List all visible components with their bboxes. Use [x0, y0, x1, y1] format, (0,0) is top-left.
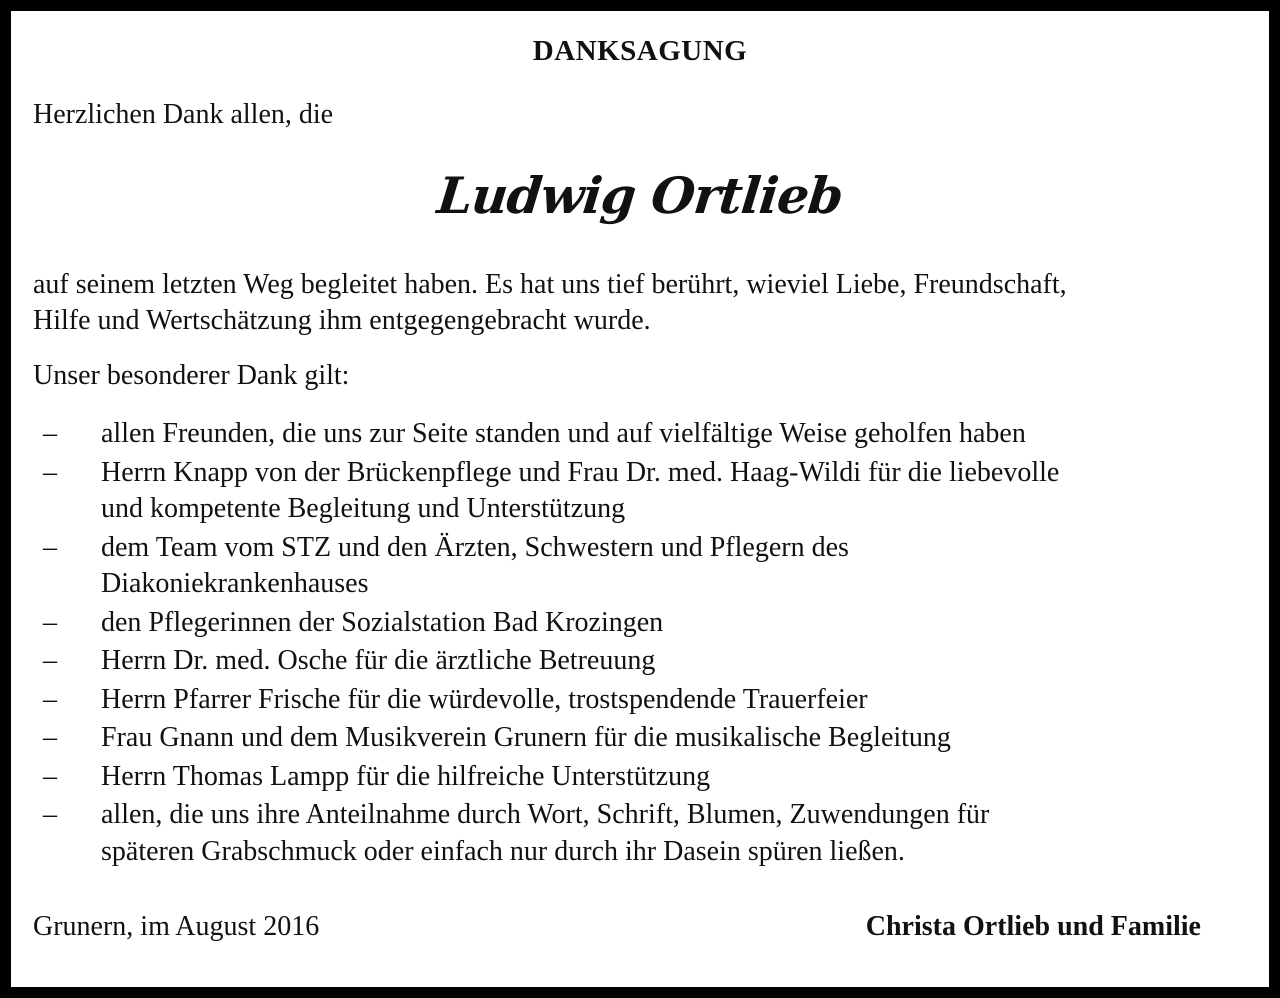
list-item — [33, 530, 1059, 603]
paragraph-line-1: auf seinem letzten Weg begleitet haben. Es hat uns tief berührt, wieviel Liebe, Freundschaft, — [33, 269, 1067, 300]
list-item-line: Diakoniekrankenhauses — [101, 568, 369, 599]
dash-bullet: – — [43, 683, 57, 715]
list-item — [33, 720, 1059, 757]
deceased-name: Ludwig Ortlieb — [434, 166, 846, 225]
list-item — [33, 643, 1059, 680]
dash-bullet: – — [43, 760, 57, 792]
list-item-line: Herrn Dr. med. Osche für die ärztliche Betreuung — [101, 645, 656, 676]
list-item-line: Herrn Pfarrer Frische für die würdevolle, trostspendende Trauerfeier — [101, 683, 868, 715]
list-item-line: allen Freunden, die uns zur Seite standen und auf vielfältige Weise geholfen haben — [101, 418, 1026, 449]
list-item-line: und kompetente Begleitung und Unterstützung — [101, 493, 626, 524]
list-item-line: Frau Gnann und dem Musikverein Grunern für die musikalische Begleitung — [101, 722, 951, 753]
list-item — [33, 797, 1059, 870]
list-item-line: dem Team vom STZ und den Ärzten, Schwestern und Pflegern des — [101, 531, 849, 563]
list-item — [33, 416, 1059, 453]
place-date: Grunern, im August 2016 — [33, 911, 320, 942]
dash-bullet: – — [43, 456, 57, 488]
signature: Christa Ortlieb und Familie — [865, 911, 1201, 942]
list-item — [33, 682, 1059, 719]
list-item — [33, 759, 1059, 796]
dash-bullet: – — [43, 799, 57, 830]
list-item — [33, 605, 1059, 642]
dash-bullet: – — [43, 531, 57, 563]
dash-bullet: – — [43, 722, 57, 753]
thanks-list — [33, 416, 1059, 872]
dash-bullet: – — [43, 645, 57, 676]
list-item-line: allen, die uns ihre Anteilnahme durch Wort, Schrift, Blumen, Zuwendungen für — [101, 799, 990, 830]
dash-bullet: – — [43, 606, 57, 638]
list-item-line: den Pflegerinnen der Sozialstation Bad Krozingen — [101, 606, 664, 638]
paragraph-line-2: Hilfe und Wertschätzung ihm entgegengebracht wurde. — [33, 305, 651, 336]
list-item-line: Herrn Thomas Lampp für die hilfreiche Unterstützung — [101, 760, 711, 792]
thanks-intro: Unser besonderer Dank gilt: — [33, 360, 350, 391]
list-item-line: späteren Grabschmuck oder einfach nur durch ihr Dasein spüren ließen. — [101, 835, 905, 867]
dash-bullet: – — [43, 418, 57, 449]
list-item-line: Herrn Knapp von der Brückenpflege und Frau Dr. med. Haag-Wildi für die liebevolle — [101, 456, 1060, 488]
intro-text: Herzlichen Dank allen, die — [33, 99, 334, 130]
notice-title: DANKSAGUNG — [532, 35, 748, 67]
list-item — [33, 455, 1059, 528]
